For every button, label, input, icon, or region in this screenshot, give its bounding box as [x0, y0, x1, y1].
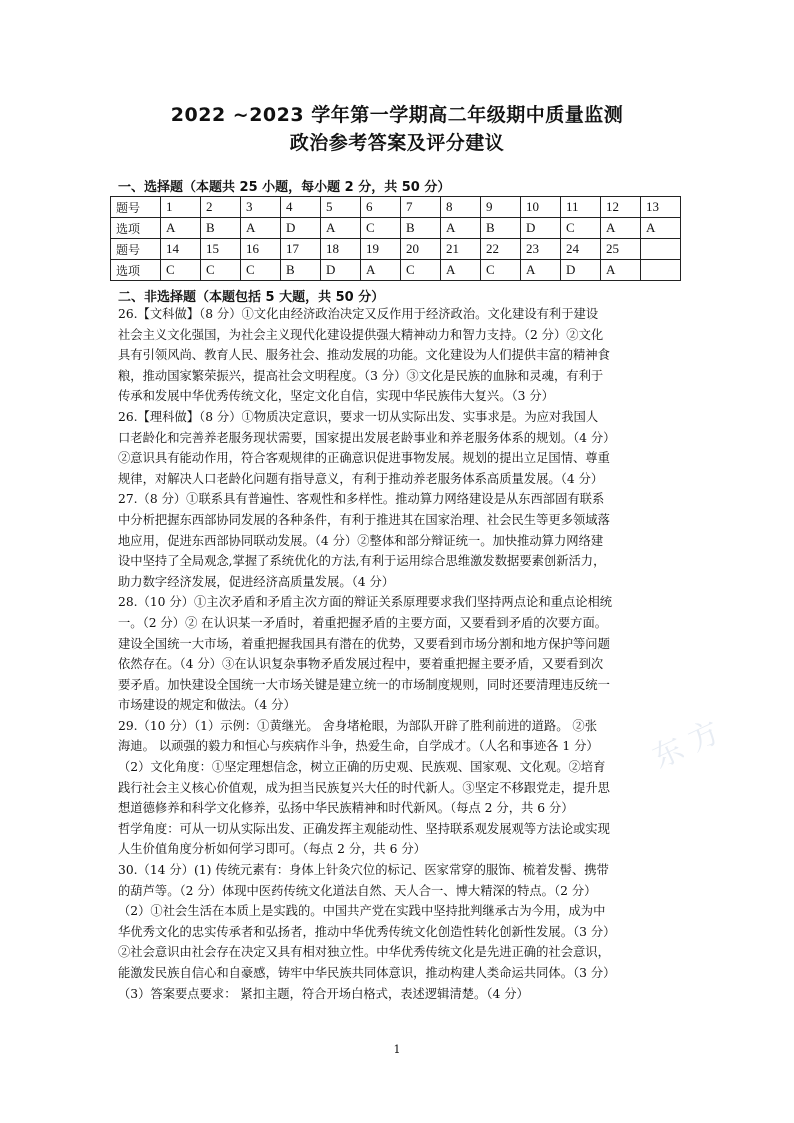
table-cell: 1	[161, 197, 201, 218]
text-line: 践行社会主义核心价值观，成为担当民族复兴大任的时代新人。③坚定不移跟党走，提升思	[118, 780, 610, 795]
text-line: 粮，推动国家繁荣振兴，提高社会文明程度。（3 分）③文化是民族的血脉和灵魂，有利于	[118, 368, 604, 383]
table-cell: D	[521, 218, 561, 239]
table-cell: 3	[241, 197, 281, 218]
text-line: 想道德修养和科学文化修养，弘扬中华民族精神和时代新风。（每点 2 分，共 6 分）	[118, 801, 574, 816]
table-cell	[641, 260, 681, 281]
table-cell: 23	[521, 239, 561, 260]
table-cell: A	[161, 218, 201, 239]
table-cell: 8	[441, 197, 481, 218]
table-cell: A	[601, 260, 641, 281]
text-line: 26.【文科做】（8 分）①文化由经济政治决定又反作用于经济政治。文化建设有利于建设	[118, 307, 599, 321]
text-line: 人生价值角度分析如何学习即可。（每点 2 分，共 6 分）	[118, 842, 426, 857]
table-cell: 9	[481, 197, 521, 218]
table-cell: 20	[401, 239, 441, 260]
table-row	[111, 260, 681, 281]
table-cell: 4	[281, 197, 321, 218]
table-cell: 13	[641, 197, 681, 218]
text-line: 28.（10 分）①主次矛盾和矛盾主次方面的辩证关系原理要求我们坚持两点论和重点论相统	[118, 595, 613, 610]
table-cell	[641, 239, 681, 260]
table-cell: B	[281, 260, 321, 281]
table-cell: D	[321, 260, 361, 281]
text-line: 一。（2 分）② 在认识某一矛盾时，着重把握矛盾的主要方面，又要看到矛盾的次要方面。	[118, 615, 608, 630]
text-line: 口老龄化和完善养老服务现状需要，国家提出发展老龄事业和养老服务体系的规划。（4 分）	[118, 430, 616, 445]
table-cell: 2	[201, 197, 241, 218]
table-cell: 7	[401, 197, 441, 218]
text-line: 市场建设的规定和做法。（4 分）	[118, 698, 296, 713]
table-row	[111, 197, 681, 218]
table-row	[111, 239, 681, 260]
table-cell: 24	[561, 239, 601, 260]
table-cell: A	[601, 218, 641, 239]
table-cell: A	[441, 260, 481, 281]
text-line: 中分析把握东西部协同发展的各种条件，有利于推进其在国家治理、社会民生等更多领域落	[118, 512, 610, 527]
table-row	[111, 218, 681, 239]
text-line: 29.（10 分）（1）示例：①黄继光。 舍身堵枪眼，为部队开辟了胜利前进的道路。 ②张	[118, 718, 597, 733]
text-line: 27.（8 分）①联系具有普遍性、客观性和多样性。推动算力网络建设是从东西部固有联系	[118, 492, 605, 507]
text-line: 的葫芦等。（2 分）体现中医药传统文化道法自然、天人合一、博大精深的特点。（2 分）	[118, 883, 597, 898]
table-cell: D	[561, 260, 601, 281]
text-line: 地应用，促进东西部协同联动发展。（4 分）②整体和部分辩证统一。加快推动算力网络建	[118, 533, 604, 548]
text-line: （2）文化角度：①坚定理想信念，树立正确的历史观、民族观、国家观、文化观。②培育	[118, 760, 606, 775]
text-line: 助力数字经济发展，促进经济高质量发展。（4 分）	[118, 574, 395, 589]
table-cell: 22	[481, 239, 521, 260]
text-line: 规律，对解决人口老龄化问题有指导意义，有利于推动养老服务体系高质量发展。（4 分）	[118, 471, 604, 486]
answer-body	[118, 304, 678, 1004]
table-cell: 16	[241, 239, 281, 260]
table-row-header: 选项	[111, 218, 161, 239]
table-cell: 15	[201, 239, 241, 260]
table-cell: 14	[161, 239, 201, 260]
table-cell: C	[401, 260, 441, 281]
text-line: （2）①社会生活在本质上是实践的。中国共产党在实践中坚持批判继承古为今用，成为中	[118, 904, 606, 919]
table-cell: C	[481, 260, 521, 281]
table-cell: C	[161, 260, 201, 281]
table-cell: 11	[561, 197, 601, 218]
text-line: 设中坚持了全局观念,掌握了系统优化的方法,有利于运用综合思维激发数据要素创新活力，	[118, 554, 606, 569]
table-cell: 18	[321, 239, 361, 260]
text-line: 要矛盾。加快建设全国统一大市场关键是建立统一的市场制度规则，同时还要清理违反统一	[118, 677, 610, 692]
table-cell: 21	[441, 239, 481, 260]
table-row-header: 选项	[111, 260, 161, 281]
text-line: ②社会意识由社会存在决定又具有相对独立性。中华优秀传统文化是先进正确的社会意识，	[118, 945, 610, 960]
table-cell: A	[361, 260, 401, 281]
document-subtitle: 政治参考答案及评分建议	[289, 132, 505, 154]
table-row-header: 题号	[111, 197, 161, 218]
text-line: 社会主义文化强国，为社会主义现代化建设提供强大精神动力和智力支持。（2 分）②文化	[118, 327, 604, 342]
answer-table	[110, 196, 681, 281]
text-line: 海迪。 以顽强的毅力和恒心与疾病作斗争，热爱生命，自学成才。（人名和事迹各 1 分）	[118, 739, 599, 754]
table-cell: 10	[521, 197, 561, 218]
table-cell: A	[641, 218, 681, 239]
table-cell: B	[201, 218, 241, 239]
table-cell: 6	[361, 197, 401, 218]
table-cell: 25	[601, 239, 641, 260]
table-cell: A	[441, 218, 481, 239]
text-line: 具有引领风尚、教育人民、服务社会、推动发展的功能。文化建设为人们提供丰富的精神食	[118, 348, 610, 363]
table-cell: 12	[601, 197, 641, 218]
text-line: 传承和发展中华优秀传统文化，坚定文化自信，实现中华民族伟大复兴。（3 分）	[118, 389, 554, 404]
text-line: 建设全国统一大市场，着重把握我国具有潜在的优势，又要看到市场分割和地方保护等问题	[118, 636, 610, 651]
text-line: （3）答案要点要求： 紧扣主题，符合开场白格式，表述逻辑清楚。（4 分）	[118, 986, 529, 1001]
table-cell: 19	[361, 239, 401, 260]
text-line: 依然存在。（4 分）③在认识复杂事物矛盾发展过程中，要着重把握主要矛盾，又要看到次	[118, 657, 604, 672]
watermark: 东 方	[647, 714, 726, 776]
text-line: 能激发民族自信心和自豪感，铸牢中华民族共同体意识，推动构建人类命运共同体。（3 分）	[118, 966, 616, 980]
table-cell: C	[361, 218, 401, 239]
table-cell: 5	[321, 197, 361, 218]
document-title: 2022 ~2023 学年第一学期高二年级期中质量监测	[170, 104, 624, 126]
table-cell: A	[241, 218, 281, 239]
table-cell: C	[561, 218, 601, 239]
table-cell: A	[321, 218, 361, 239]
table-cell: C	[241, 260, 281, 281]
table-cell: A	[521, 260, 561, 281]
text-line: 30.（14 分）(1) 传统元素有：身体上针灸穴位的标记、医家常穿的服饰、梳着发髻、携带	[118, 863, 609, 878]
page-number: 1	[393, 1043, 401, 1056]
table-cell: 17	[281, 239, 321, 260]
table-row-header: 题号	[111, 239, 161, 260]
text-line: 26.【理科做】（8 分）①物质决定意识，要求一切从实际出发、实事求是。为应对我国人	[118, 409, 599, 424]
section2-heading: 二、非选择题（本题包括 5 大题，共 50 分）	[118, 290, 385, 305]
table-cell: D	[281, 218, 321, 239]
text-line: ②意识具有能动作用，符合客观规律的正确意识促进事物发展。规划的提出立足国情、尊重	[118, 451, 610, 466]
table-cell: C	[201, 260, 241, 281]
table-cell: B	[481, 218, 521, 239]
section1-heading: 一、选择题（本题共 25 小题，每小题 2 分，共 50 分）	[118, 180, 451, 195]
text-line: 华优秀文化的忠实传承者和弘扬者，推动中华优秀传统文化创造性转化创新性发展。（3 分）	[118, 924, 616, 939]
text-line: 哲学角度：可从一切从实际出发、正确发挥主观能动性、坚持联系观发展观等方法论或实现	[118, 821, 610, 836]
table-cell: B	[401, 218, 441, 239]
